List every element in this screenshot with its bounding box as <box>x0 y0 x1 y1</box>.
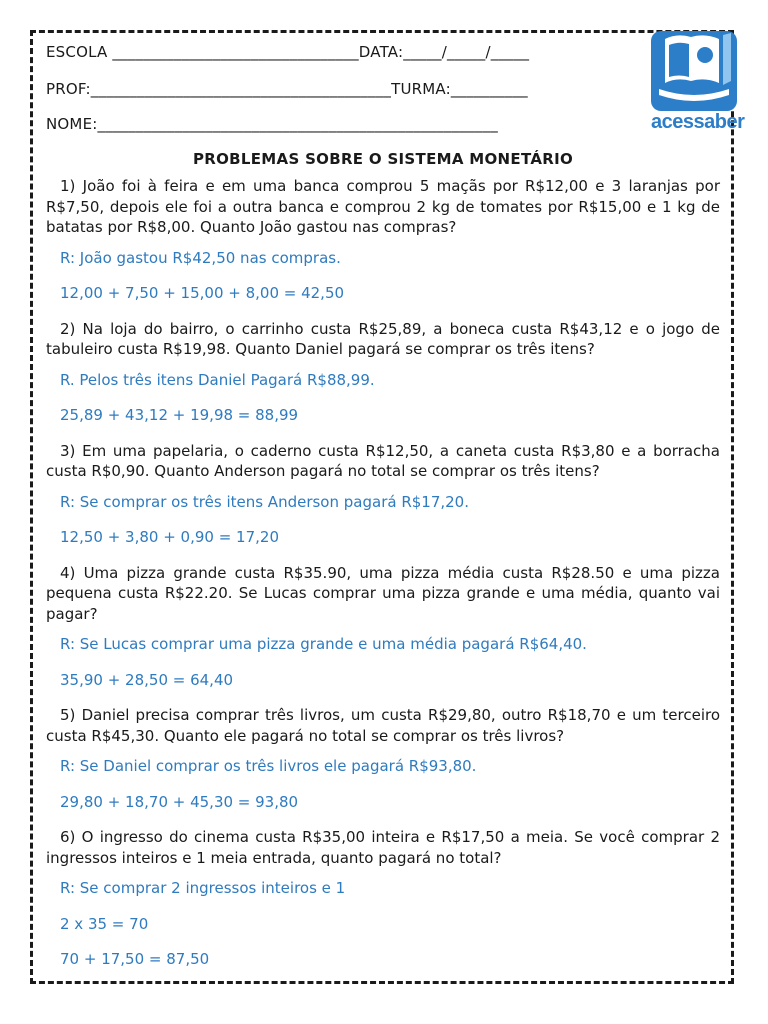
problem-calculation: 12,00 + 7,50 + 15,00 + 8,00 = 42,50 <box>60 284 345 302</box>
problem-answer: R: João gastou R$42,50 nas compras. <box>60 248 341 267</box>
problem-calculation: 35,90 + 28,50 = 64,40 <box>60 670 234 689</box>
problem-question: 5) Daniel precisa comprar três livros, um custa R$29,80, outro R$18,70 e um terceiro custa R$45,30. Quanto ele pagará no total se comprar os três livros? <box>46 706 720 745</box>
problem-2 <box>46 319 720 426</box>
problems-list <box>46 176 720 985</box>
problem-answer: R: Se comprar os três itens Anderson pagará R$17,20. <box>60 492 469 511</box>
problem-calculation: 29,80 + 18,70 + 45,30 = 93,80 <box>60 792 299 811</box>
nome-line: NOME:____________________________________________________ <box>46 115 498 133</box>
problem-question: 6) O ingresso do cinema custa R$35,00 inteira e R$17,50 a meia. Se você comprar 2 ingressos inteiros e 1 meia entrada, quanto pagará no total? <box>46 828 720 867</box>
logo-mark-icon <box>651 31 737 111</box>
problem-question: 1) João foi à feira e em uma banca comprou 5 maçãs por R$12,00 e 3 laranjas por R$7,50, depois ele foi a outra banca e comprou 2 kg de tomates por R$15,00 e 1 kg de batatas por R$8,00. Quanto João gastou nas compras? <box>46 177 720 236</box>
problem-calculation: 12,50 + 3,80 + 0,90 = 17,20 <box>60 528 279 546</box>
problem-question: 2) Na loja do bairro, o carrinho custa R$25,89, a boneca custa R$43,12 e o jogo de tabuleiro custa R$19,98. Quanto Daniel pagará se comprar os três itens? <box>46 319 720 358</box>
logo-wordmark: acessaber <box>651 111 745 133</box>
problem-calculation: 2 x 35 = 70 <box>60 914 149 933</box>
problem-answer: R. Pelos três itens Daniel Pagará R$88,99. <box>60 370 375 389</box>
problem-question: 3) Em uma papelaria, o caderno custa R$12,50, a caneta custa R$3,80 e a borracha custa R$0,90. Quanto Anderson pagará no total se comprar os três itens? <box>46 441 720 480</box>
problem-answer: R: Se Lucas comprar uma pizza grande e uma média pagará R$64,40. <box>60 635 587 653</box>
problem-6 <box>46 827 720 970</box>
page-title: PROBLEMAS SOBRE O SISTEMA MONETÁRIO <box>192 150 574 168</box>
problem-5 <box>46 705 720 812</box>
problem-3 <box>46 441 720 548</box>
prof-turma-line: PROF:_______________________________________TURMA:__________ <box>46 80 528 98</box>
problem-1 <box>46 176 720 304</box>
problem-answer: R: Se comprar 2 ingressos inteiros e 1 <box>60 879 346 897</box>
problem-calculation: 70 + 17,50 = 87,50 <box>60 950 210 968</box>
problem-4 <box>46 563 720 691</box>
problem-answer: R: Se Daniel comprar os três livros ele pagará R$93,80. <box>60 757 477 775</box>
acessaber-logo <box>651 31 745 133</box>
problem-question: 4) Uma pizza grande custa R$35.90, uma pizza média custa R$28.50 e uma pizza pequena custa R$22.20. Se Lucas comprar uma pizza grande e uma média, quanto vai pagar? <box>46 563 720 623</box>
escola-date-line: ESCOLA ________________________________DATA:_____/_____/_____ <box>46 43 530 61</box>
problem-calculation: 25,89 + 43,12 + 19,98 = 88,99 <box>60 406 299 424</box>
